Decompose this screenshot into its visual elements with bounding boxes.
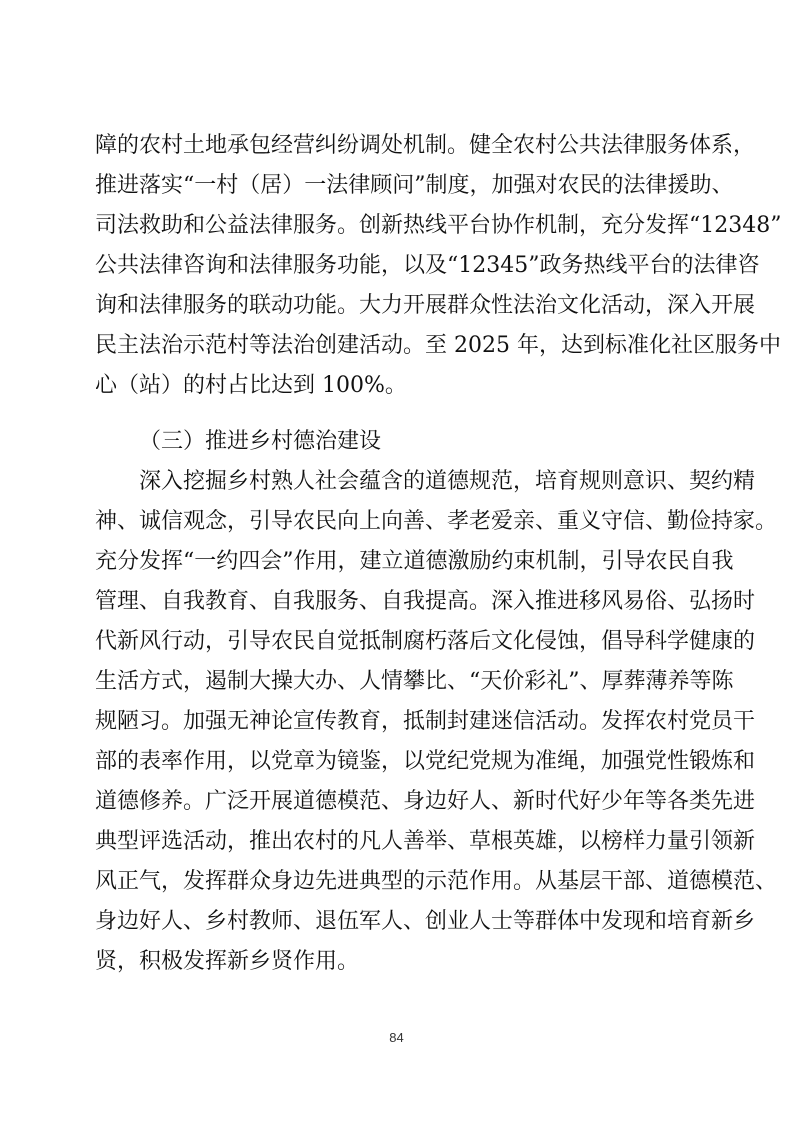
paragraph-2-line-3: 充分发挥“一约四会”作用，建立道德激励约束机制，引导农民自我	[95, 549, 734, 574]
paragraph-2-line-5: 代新风行动，引导农民自觉抵制腐朽落后文化侵蚀，倡导科学健康的	[95, 629, 756, 654]
paragraph-2-line-1: 深入挖掘乡村熟人社会蕴含的道德规范，培育规则意识、契约精	[139, 469, 756, 494]
paragraph-2-line-11: 风正气，发挥群众身边先进典型的示范作用。从基层干部、道德模范、	[95, 869, 778, 894]
paragraph-2-line-10: 典型评选活动，推出农村的凡人善举、草根英雄，以榜样力量引领新	[95, 829, 756, 854]
paragraph-2-line-9: 道德修养。广泛开展道德模范、身边好人、新时代好少年等各类先进	[95, 789, 756, 814]
paragraph-1-line-1: 障的农村土地承包经营纠纷调处机制。健全农村公共法律服务体系，	[95, 133, 756, 158]
paragraph-1-line-7: 心（站）的村占比达到 100%。	[95, 373, 407, 398]
page-number: 84	[389, 1030, 404, 1045]
paragraph-2-line-13: 贤，积极发挥新乡贤作用。	[95, 949, 360, 974]
paragraph-2-line-12: 身边好人、乡村教师、退伍军人、创业人士等群体中发现和培育新乡	[95, 909, 756, 934]
paragraph-1-line-2: 推进落实“一村（居）一法律顾问”制度，加强对农民的法律援助、	[95, 173, 734, 198]
paragraph-2-line-2: 神、诚信观念，引导农民向上向善、孝老爱亲、重义守信、勤俭持家。	[95, 509, 778, 534]
paragraph-1-line-6: 民主法治示范村等法治创建活动。至 2025 年，达到标准化社区服务中	[95, 333, 781, 358]
paragraph-1-line-4: 公共法律咨询和法律服务功能，以及“12345”政务热线平台的法律咨	[95, 253, 760, 278]
section-heading: （三）推进乡村德治建设	[139, 429, 382, 454]
paragraph-1-line-5: 询和法律服务的联动功能。大力开展群众性法治文化活动，深入开展	[95, 293, 756, 318]
paragraph-2-line-4: 管理、自我教育、自我服务、自我提高。深入推进移风易俗、弘扬时	[95, 589, 756, 614]
paragraph-2-line-7: 规陋习。加强无神论宣传教育，抵制封建迷信活动。发挥农村党员干	[95, 709, 756, 734]
paragraph-2-line-8: 部的表率作用，以党章为镜鉴，以党纪党规为准绳，加强党性锻炼和	[95, 749, 756, 774]
paragraph-2-line-6: 生活方式，遏制大操大办、人情攀比、“天价彩礼”、厚葬薄养等陈	[95, 669, 734, 694]
paragraph-1-line-3: 司法救助和公益法律服务。创新热线平台协作机制，充分发挥“12348”	[95, 213, 782, 238]
